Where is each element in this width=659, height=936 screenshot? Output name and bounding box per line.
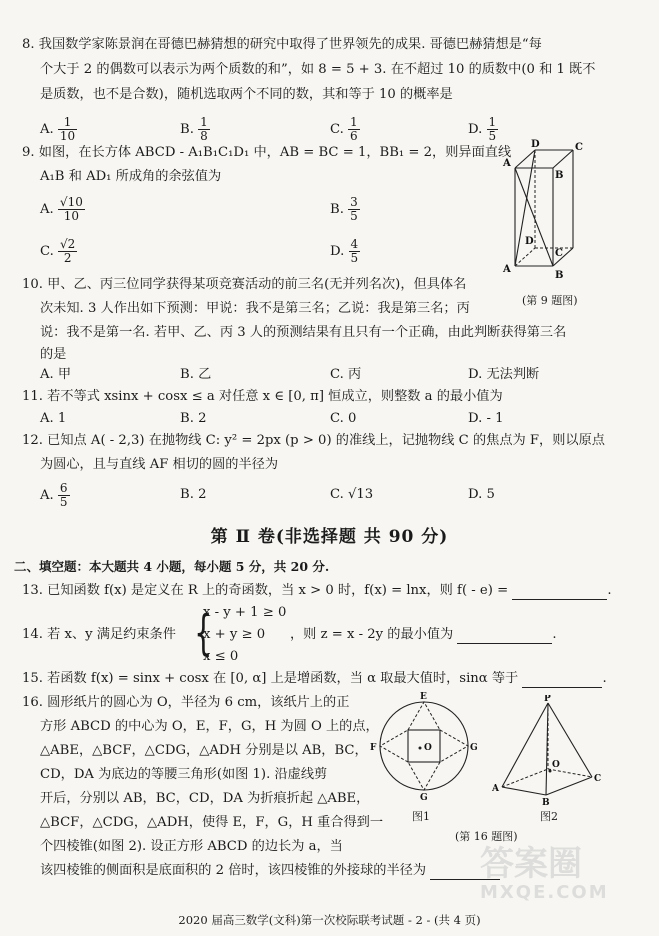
q16-line-6: △BCF，△CDG，△ADH，使得 E，F，G，H 重合得到一 bbox=[40, 815, 384, 830]
q9-figure-caption: (第 9 题图) bbox=[522, 294, 578, 307]
svg-text:G: G bbox=[470, 743, 478, 753]
q16-fig2-label: 图2 bbox=[540, 810, 558, 823]
q10-line-2: 次未知. 3 人作出如下预测：甲说：我不是第三名；乙说：我是第三名；丙 bbox=[40, 301, 470, 316]
page-footer: 2020 届高三数学(文科)第一次校际联考试题 - 2 - (共 4 页) bbox=[178, 913, 481, 927]
q10-option-b: B. 乙 bbox=[180, 367, 212, 382]
svg-text:C: C bbox=[575, 142, 583, 153]
q9-option-a: A. $\frac{√10}{10}$ bbox=[40, 195, 83, 223]
svg-text:D: D bbox=[525, 236, 534, 247]
svg-text:C: C bbox=[555, 248, 563, 259]
q8-option-a: A. $\frac{1}{10}$ bbox=[40, 115, 76, 143]
svg-text:B: B bbox=[555, 270, 564, 281]
q10-line-4: 的是 bbox=[40, 347, 67, 362]
q15-line: 15. 若函数 f(x) = sinx + cosx 在 [0, α] 上是增函数，当 α 取最大值时，sinα 等于 . bbox=[22, 671, 607, 686]
svg-text:A: A bbox=[492, 784, 499, 794]
q14-constraint-2: x + y ≥ 0 bbox=[203, 627, 266, 642]
q10-line-3: 说：我不是第一名. 若甲、乙、丙 3 人的预测结果有且只有一个正确，由此判断获得第三名 bbox=[40, 325, 567, 340]
q12-option-a: A. $\frac{6}{5}$ bbox=[40, 481, 68, 509]
q14-constraint-3: x ≤ 0 bbox=[203, 649, 239, 664]
q16-line-7: 个四棱锥(如图 2). 设正方形 ABCD 的边长为 a，当 bbox=[40, 839, 343, 854]
q10-line-1: 10. 甲、乙、丙三位同学获得某项竞赛活动的前三名(无并列名次)，但具体名 bbox=[22, 277, 467, 292]
q8-option-d: D. $\frac{1}{5}$ bbox=[468, 115, 497, 143]
svg-text:D: D bbox=[531, 139, 540, 150]
section-title: 第 Ⅱ 卷(非选择题 共 90 分) bbox=[210, 527, 449, 547]
q11-option-a: A. 1 bbox=[40, 411, 67, 426]
q10-option-a: A. 甲 bbox=[40, 367, 72, 382]
q11-option-d: D. - 1 bbox=[468, 411, 504, 426]
q14-answer-blank[interactable] bbox=[457, 629, 552, 644]
svg-text:O: O bbox=[552, 760, 560, 770]
q8-line-1: 8. 我国数学家陈景润在哥德巴赫猜想的研究中取得了世界领先的成果. 哥德巴赫猜想是“每 bbox=[22, 37, 542, 52]
q16-line-3: △ABE，△BCF，△CDG，△ADH 分别是以 AB，BC， bbox=[40, 743, 368, 758]
q11-line-1: 11. 若不等式 xsinx + cosx ≤ a 对任意 x ∈ [0, π] 恒成立，则整数 a 的最小值为 bbox=[22, 389, 503, 404]
q10-option-c: C. 丙 bbox=[330, 367, 362, 382]
q16-figure-2 bbox=[488, 695, 608, 805]
q16-fig1-label: 图1 bbox=[412, 810, 430, 823]
q12-option-b: B. 2 bbox=[180, 487, 207, 502]
q8-line-3: 是质数，也不是合数)，随机选取两个不同的数，其和等于 10 的概率是 bbox=[40, 87, 453, 102]
q9-cuboid-figure bbox=[495, 138, 610, 288]
q16-figure-1 bbox=[368, 690, 480, 810]
q9-option-b: B. $\frac{3}{5}$ bbox=[330, 195, 358, 223]
svg-text:G: G bbox=[420, 793, 428, 803]
svg-text:O: O bbox=[424, 743, 432, 753]
q11-option-c: C. 0 bbox=[330, 411, 357, 426]
svg-text:A: A bbox=[503, 158, 511, 169]
svg-text:B: B bbox=[555, 170, 564, 181]
svg-text:A: A bbox=[503, 264, 511, 275]
svg-text:B: B bbox=[542, 798, 550, 805]
q16-line-8: 该四棱锥的侧面积是底面积的 2 倍时，该四棱锥的外接球的半径为 bbox=[40, 862, 500, 880]
q12-option-d: D. 5 bbox=[468, 487, 495, 502]
q8-option-b: B. $\frac{1}{8}$ bbox=[180, 115, 208, 143]
q9-option-d: D. $\frac{4}{5}$ bbox=[330, 237, 359, 265]
q12-line-1: 12. 已知点 A( - 2,3) 在抛物线 C: y² = 2px (p > 0) 的准线上，记抛物线 C 的焦点为 F，则以原点 bbox=[22, 433, 605, 448]
q12-option-c: C. √13 bbox=[330, 487, 374, 502]
q8-line-2: 个大于 2 的偶数可以表示为两个质数的和”，如 8 = 5 + 3. 在不超过 10 的质数中(0 和 1 既不 bbox=[40, 62, 596, 77]
q15-answer-blank[interactable] bbox=[522, 673, 602, 688]
svg-text:C: C bbox=[594, 774, 602, 784]
q16-line-4: CD，DA 为底边的等腰三角形(如图 1). 沿虚线剪 bbox=[40, 767, 328, 782]
q16-line-2: 方形 ABCD 的中心为 O，E，F，G，H 为圆 O 上的点， bbox=[40, 719, 379, 734]
q9-line-2: A₁B 和 AD₁ 所成角的余弦值为 bbox=[40, 169, 222, 184]
svg-text:P: P bbox=[544, 695, 551, 704]
svg-text:E: E bbox=[420, 692, 427, 702]
q9-option-c: C. $\frac{√2}{2}$ bbox=[40, 237, 76, 265]
q14-lead: 14. 若 x、y 满足约束条件 bbox=[22, 627, 176, 642]
q10-option-d: D. 无法判断 bbox=[468, 367, 540, 382]
fill-in-heading: 二、填空题：本大题共 4 小题，每小题 5 分，共 20 分. bbox=[14, 559, 330, 574]
q12-line-2: 为圆心，且与直线 AF 相切的圆的半径为 bbox=[40, 457, 279, 472]
watermark-logo: 答案圈 MXQE.COM bbox=[480, 844, 609, 903]
svg-text:F: F bbox=[370, 743, 377, 753]
q14-constraint-1: x - y + 1 ≥ 0 bbox=[203, 605, 287, 620]
q16-figure-caption: (第 16 题图) bbox=[455, 830, 518, 843]
q11-option-b: B. 2 bbox=[180, 411, 207, 426]
q14-brace: { bbox=[194, 605, 213, 661]
q14-tail: ，则 z = x - 2y 的最小值为 . bbox=[290, 627, 557, 642]
q16-line-1: 16. 圆形纸片的圆心为 O，半径为 6 cm，该纸片上的正 bbox=[22, 695, 350, 710]
q8-option-c: C. $\frac{1}{6}$ bbox=[330, 115, 358, 143]
q16-line-5: 开后，分别以 AB，BC，CD，DA 为折痕折起 △ABE， bbox=[40, 791, 370, 806]
q9-line-1: 9. 如图，在长方体 ABCD - A₁B₁C₁D₁ 中，AB = BC = 1，BB₁ = 2，则异面直线 bbox=[22, 145, 512, 160]
q13-line: 13. 已知函数 f(x) 是定义在 R 上的奇函数，当 x > 0 时，f(x) = lnx，则 f( - e) = . bbox=[22, 583, 612, 598]
q13-answer-blank[interactable] bbox=[512, 585, 607, 600]
